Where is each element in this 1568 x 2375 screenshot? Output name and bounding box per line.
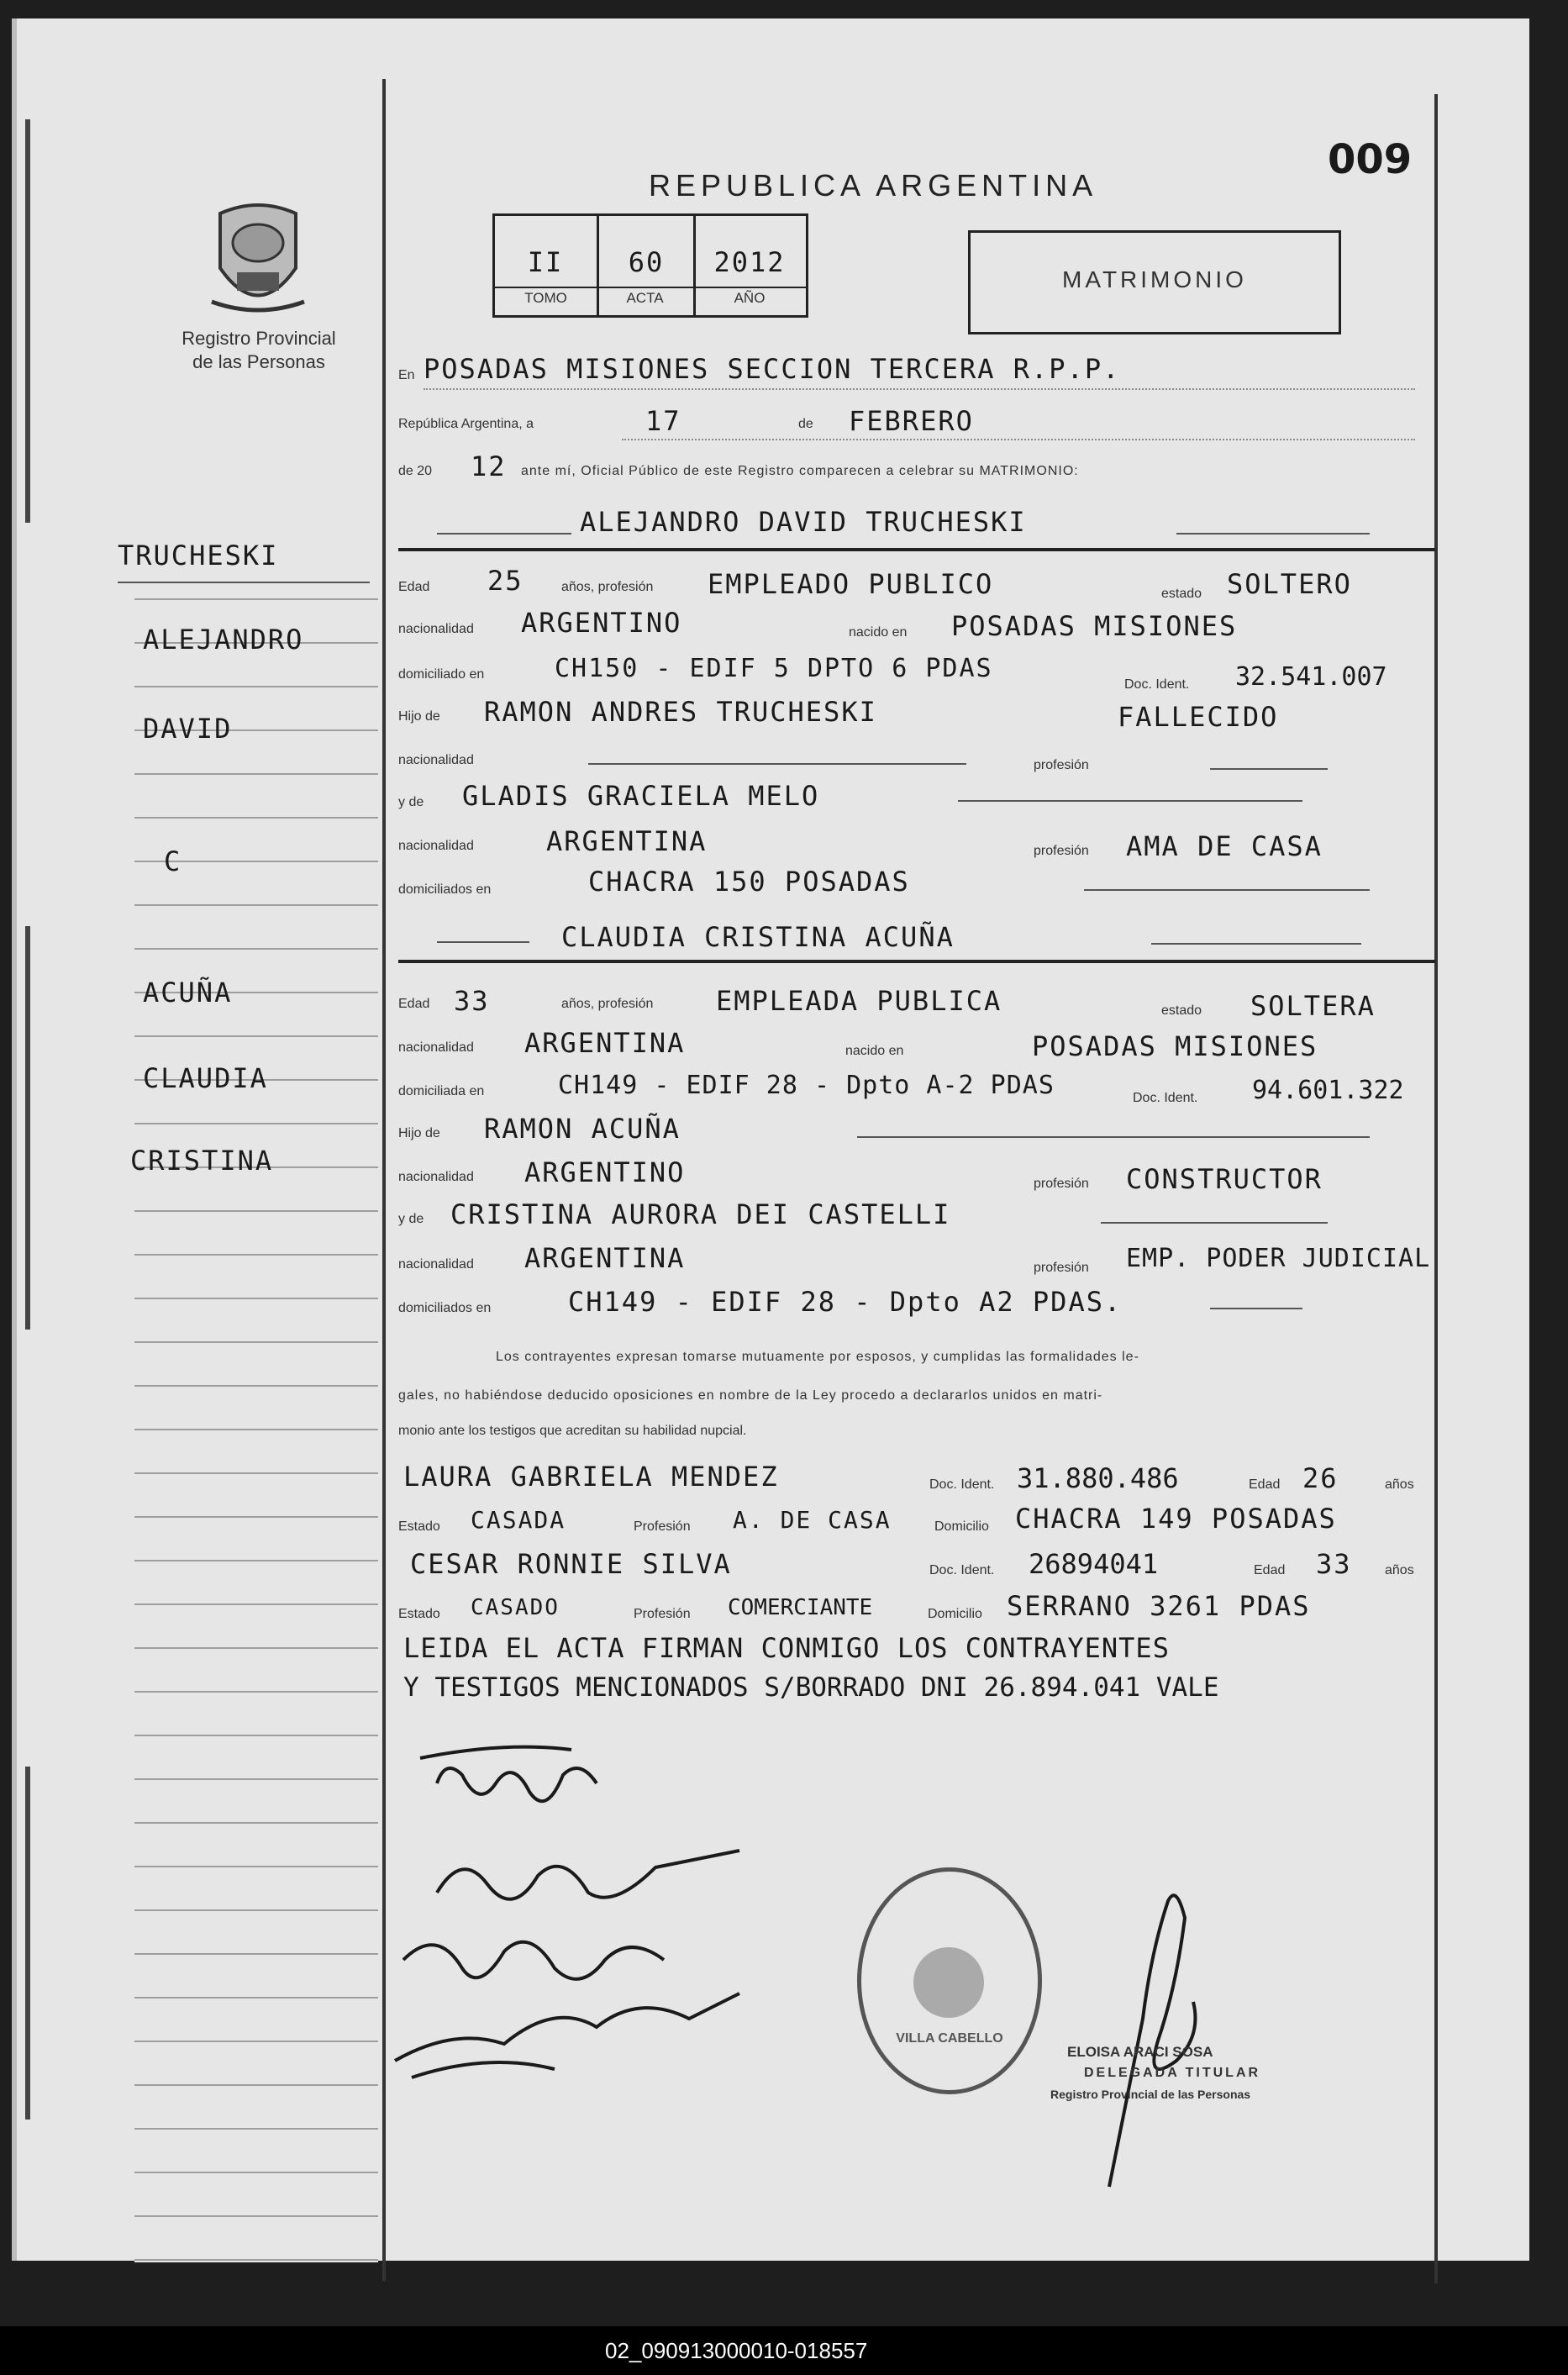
republica-label: República Argentina, a xyxy=(398,417,534,431)
groom-father-note: FALLECIDO xyxy=(1118,701,1279,733)
groom-estado-label: estado xyxy=(1161,587,1202,601)
groom-parents-dom: CHACRA 150 POSADAS xyxy=(588,866,910,898)
margin-name-groom-1: ALEJANDRO xyxy=(143,624,304,656)
day-value: 17 xyxy=(645,405,681,437)
bride-father-prof: CONSTRUCTOR xyxy=(1126,1163,1323,1195)
witness1-estado: CASADA xyxy=(471,1506,566,1534)
witness2-prof: COMERCIANTE xyxy=(728,1595,873,1620)
margin-name-bride-1: CLAUDIA xyxy=(143,1062,268,1094)
official-title: DELEGADA TITULAR xyxy=(1084,2066,1261,2080)
page-number: 009 xyxy=(1328,136,1413,183)
witness2-doc-label: Doc. Ident. xyxy=(929,1563,995,1577)
doc-type: MATRIMONIO xyxy=(1062,266,1247,292)
bride-profession: EMPLEADA PUBLICA xyxy=(716,985,1002,1017)
margin-surname-groom: TRUCHESKI xyxy=(118,540,279,571)
signatures-scribbles xyxy=(387,1708,773,2145)
declaration-line-2: gales, no habiéndose deducido oposiciones en nombre de la Ley procedo a declararlos unidos en matri- xyxy=(398,1388,1103,1403)
witness1-age: 26 xyxy=(1302,1462,1339,1494)
groom-mother-nac: ARGENTINA xyxy=(546,825,708,857)
blank-line xyxy=(857,1136,1370,1138)
binding-stitch xyxy=(25,926,30,1330)
bride-nacido-label: nacido en xyxy=(845,1044,904,1058)
witness2-edad-label: Edad xyxy=(1254,1563,1286,1577)
dash xyxy=(1151,943,1361,945)
groom-mother-prof-label: profesión xyxy=(1034,844,1089,858)
bride-father-prof-label: profesión xyxy=(1034,1177,1089,1191)
bride-name: CLAUDIA CRISTINA ACUÑA xyxy=(561,921,955,953)
bride-parents-dom: CH149 - EDIF 28 - Dpto A2 PDAS. xyxy=(568,1286,1123,1318)
groom-nacionalidad: ARGENTINO xyxy=(521,607,682,639)
bride-nacionalidad: ARGENTINA xyxy=(524,1027,686,1059)
witness2-dom-label: Domicilio xyxy=(928,1607,982,1621)
official-name: ELOISA ARACI SOSA xyxy=(1067,2044,1213,2060)
bride-edad-label: Edad xyxy=(398,997,430,1011)
ano-value: 2012 xyxy=(713,246,786,278)
year-label: de 20 xyxy=(398,464,433,478)
witness1-doc: 31.880.486 xyxy=(1017,1462,1179,1494)
margin-surname-bride: ACUÑA xyxy=(143,977,233,1008)
bride-age: 33 xyxy=(454,985,490,1017)
groom-father-nac-label: nacionalidad xyxy=(398,753,474,767)
country-heading: REPUBLICA ARGENTINA xyxy=(649,168,1098,203)
witness2-prof-label: Profesión xyxy=(634,1607,691,1621)
registry-name-line1: Registro Provincial xyxy=(182,328,336,349)
groom-yde-label: y de xyxy=(398,795,424,809)
fill-line xyxy=(622,439,1415,440)
dash xyxy=(437,533,571,535)
witness1-name: LAURA GABRIELA MENDEZ xyxy=(403,1461,779,1493)
official-signature xyxy=(1092,1851,1210,2204)
en-label: En xyxy=(398,368,415,382)
bride-dom-label: domiciliada en xyxy=(398,1084,485,1098)
margin-letter: C xyxy=(164,845,182,877)
binding-stitch xyxy=(25,119,30,523)
witness2-name: CESAR RONNIE SILVA xyxy=(410,1548,732,1580)
acta-value: 60 xyxy=(628,246,665,278)
groom-name: ALEJANDRO DAVID TRUCHESKI xyxy=(580,506,1027,538)
bride-mother-prof-label: profesión xyxy=(1034,1261,1089,1275)
right-rule xyxy=(1434,94,1438,2283)
groom-doc-label: Doc. Ident. xyxy=(1124,677,1190,692)
groom-nacido-label: nacido en xyxy=(849,625,908,640)
section-rule xyxy=(398,548,1435,551)
blank-line xyxy=(1084,889,1370,891)
witness2-anos-label: años xyxy=(1385,1563,1414,1577)
groom-dom-label: domiciliado en xyxy=(398,667,485,682)
closing-line-2: Y TESTIGOS MENCIONADOS S/BORRADO DNI 26.894.041 VALE xyxy=(403,1672,1219,1703)
margin-ruled-lines xyxy=(134,556,378,2262)
groom-mother-prof: AMA DE CASA xyxy=(1126,830,1323,862)
blank-line xyxy=(1101,1222,1328,1224)
underline xyxy=(118,582,370,583)
margin-name-groom-2: DAVID xyxy=(143,713,233,745)
blank-line xyxy=(958,800,1302,802)
blank-line xyxy=(1210,1308,1302,1309)
section-rule xyxy=(398,960,1435,963)
witness2-dom: SERRANO 3261 PDAS xyxy=(1007,1590,1311,1622)
bride-doc-label: Doc. Ident. xyxy=(1133,1091,1198,1105)
place-value: POSADAS MISIONES SECCION TERCERA R.P.P. xyxy=(424,353,1121,385)
record-number-box xyxy=(492,213,808,318)
official-seal xyxy=(857,1867,1042,2094)
bride-father-nac-label: nacionalidad xyxy=(398,1170,474,1184)
month-value: FEBRERO xyxy=(849,405,974,437)
closing-line-1: LEIDA EL ACTA FIRMAN CONMIGO LOS CONTRAYENTES xyxy=(403,1632,1170,1664)
dash xyxy=(437,941,529,943)
seal-text: VILLA CABELLO xyxy=(896,2031,1003,2046)
groom-estado: SOLTERO xyxy=(1227,568,1352,600)
binding-stitch xyxy=(25,1767,30,2120)
groom-hijo-label: Hijo de xyxy=(398,709,440,724)
groom-father-prof-label: profesión xyxy=(1034,758,1089,772)
document-page xyxy=(12,18,1529,2261)
groom-nac-label: nacionalidad xyxy=(398,622,474,636)
declaration-line-1: Los contrayentes expresan tomarse mutuamente por esposos, y cumplidas las formalidades le- xyxy=(496,1350,1139,1364)
coat-of-arms-logo xyxy=(203,197,313,323)
witness2-estado-label: Estado xyxy=(398,1607,440,1621)
tomo-label: TOMO xyxy=(524,290,567,306)
bride-estado: SOLTERA xyxy=(1250,990,1376,1022)
bride-mother: CRISTINA AURORA DEI CASTELLI xyxy=(450,1198,951,1230)
groom-edad-label: Edad xyxy=(398,580,430,594)
blank-line xyxy=(1210,768,1328,770)
groom-doc: 32.541.007 xyxy=(1235,662,1387,692)
scan-footer-bar xyxy=(0,2326,1568,2375)
bride-mother-nac-label: nacionalidad xyxy=(398,1257,474,1272)
doc-type-box xyxy=(968,230,1341,334)
groom-parents-dom-label: domiciliados en xyxy=(398,882,492,897)
bride-mother-nac: ARGENTINA xyxy=(524,1242,686,1274)
bride-anos-label: años, profesión xyxy=(561,997,654,1011)
bride-domicilio: CH149 - EDIF 28 - Dpto A-2 PDAS xyxy=(558,1071,1055,1100)
groom-father: RAMON ANDRES TRUCHESKI xyxy=(484,696,877,728)
groom-profession: EMPLEADO PUBLICO xyxy=(708,568,994,600)
registry-name-line2: de las Personas xyxy=(192,351,325,372)
year-value: 12 xyxy=(471,450,507,482)
bride-father: RAMON ACUÑA xyxy=(484,1113,681,1145)
bride-hijo-label: Hijo de xyxy=(398,1126,440,1140)
witness1-dom: CHACRA 149 POSADAS xyxy=(1015,1503,1337,1535)
fill-line xyxy=(424,388,1415,390)
file-id: 02_090913000010-018557 xyxy=(605,2338,868,2363)
blank-line xyxy=(588,763,966,765)
bride-mother-prof: EMP. PODER JUDICIAL xyxy=(1126,1244,1431,1273)
groom-age: 25 xyxy=(487,565,524,597)
bride-estado-label: estado xyxy=(1161,1003,1202,1018)
witness1-anos-label: años xyxy=(1385,1477,1414,1492)
groom-nacido: POSADAS MISIONES xyxy=(951,610,1238,642)
bride-father-nac: ARGENTINO xyxy=(524,1156,686,1188)
acta-label: ACTA xyxy=(626,290,664,306)
witness1-dom-label: Domicilio xyxy=(934,1519,989,1534)
witness2-doc: 26894041 xyxy=(1029,1548,1159,1580)
groom-domicilio: CH150 - EDIF 5 DPTO 6 PDAS xyxy=(555,654,993,683)
official-office: Registro Provincial de las Personas xyxy=(1050,2088,1251,2101)
gutter-rule xyxy=(382,79,386,2281)
ano-label: AÑO xyxy=(734,290,766,306)
witness1-prof-label: Profesión xyxy=(634,1519,691,1534)
margin-name-bride-2: CRISTINA xyxy=(130,1145,274,1177)
bride-parents-dom-label: domiciliados en xyxy=(398,1301,492,1315)
dash xyxy=(1176,533,1370,535)
witness2-age: 33 xyxy=(1316,1548,1352,1580)
witness1-doc-label: Doc. Ident. xyxy=(929,1477,995,1492)
appear-text: ante mí, Oficial Público de este Registro comparecen a celebrar su MATRIMONIO: xyxy=(521,464,1079,478)
de-label: de xyxy=(798,417,813,431)
witness1-prof: A. DE CASA xyxy=(733,1506,892,1534)
witness2-estado: CASADO xyxy=(471,1595,560,1620)
witness1-estado-label: Estado xyxy=(398,1519,440,1534)
bride-yde-label: y de xyxy=(398,1212,424,1226)
bride-doc: 94.601.322 xyxy=(1252,1076,1404,1105)
bride-nacido: POSADAS MISIONES xyxy=(1032,1030,1318,1062)
witness1-edad-label: Edad xyxy=(1249,1477,1281,1492)
groom-anos-label: años, profesión xyxy=(561,580,654,594)
bride-nac-label: nacionalidad xyxy=(398,1040,474,1055)
groom-mother: GLADIS GRACIELA MELO xyxy=(462,780,820,812)
declaration-line-3: monio ante los testigos que acreditan su habilidad nupcial. xyxy=(398,1424,747,1438)
tomo-value: II xyxy=(527,246,564,278)
groom-mother-nac-label: nacionalidad xyxy=(398,839,474,853)
